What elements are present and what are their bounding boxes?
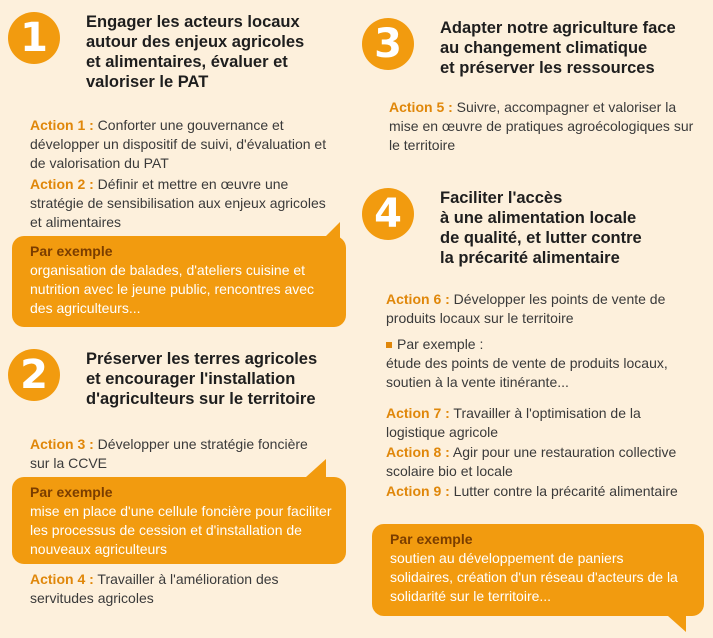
- section-2-header: [8, 349, 317, 409]
- action-label: Action 5 :: [389, 99, 453, 115]
- action-9: [386, 482, 686, 501]
- section-1-header: [8, 12, 304, 92]
- section-title: Faciliter l'accès à une alimentation locale de qualité, et lutter contre la précarité alimentaire: [440, 189, 642, 267]
- section-title: Adapter notre agriculture face au changement climatique et préserver les ressources: [440, 19, 676, 77]
- example-bubble-1: [12, 236, 346, 327]
- example-label: Par exemple: [30, 243, 113, 259]
- section-3-header: [362, 18, 676, 78]
- section-number-badge: 2: [8, 349, 60, 401]
- action-text: Développer les points de vente de produits locaux sur le territoire: [386, 291, 666, 326]
- action-5: [389, 98, 699, 155]
- action-text: Conforter une gouvernance et développer un dispositif de suivi, d'évaluation et de valorisation du PAT: [30, 117, 327, 171]
- action-text: Développer une stratégie foncière sur la CCVE: [30, 436, 308, 471]
- action-label: Action 1 :: [30, 117, 94, 133]
- action-label: Action 7 :: [386, 405, 450, 421]
- section-number-badge: 1: [8, 12, 60, 64]
- section-number-badge: 4: [362, 188, 414, 240]
- section-number-badge: 3: [362, 18, 414, 70]
- action-text: Lutter contre la précarité alimentaire: [453, 483, 678, 499]
- example-text: étude des points de vente de produits locaux, soutien à la vente itinérante...: [386, 355, 668, 390]
- example-label: Par exemple: [390, 531, 473, 547]
- example-plain-3: [386, 335, 701, 392]
- bubble-tail: [306, 459, 326, 477]
- section-title: Préserver les terres agricoles et encourager l'installation d'agriculteurs sur le territoire: [86, 350, 318, 408]
- action-1: [30, 116, 340, 173]
- example-bubble-4: [372, 524, 704, 616]
- example-label: Par exemple: [30, 484, 113, 500]
- bubble-tail: [668, 616, 686, 632]
- action-4: [30, 570, 330, 608]
- example-text: soutien au développement de paniers solidaires, création d'un réseau d'acteurs de la solidarité sur le territoire...: [390, 550, 678, 604]
- action-label: Action 6 :: [386, 291, 450, 307]
- action-label: Action 8 :: [386, 444, 450, 460]
- action-text: Travailler à l'optimisation de la logistique agricole: [386, 405, 641, 440]
- action-label: Action 4 :: [30, 571, 94, 587]
- example-label: Par exemple :: [397, 336, 484, 352]
- example-text: mise en place d'une cellule foncière pour faciliter les processus de cession et d'installation de nouveaux agriculteurs: [30, 503, 332, 557]
- example-text: organisation de balades, d'ateliers cuisine et nutrition avec le jeune public, rencontres avec des agriculteurs...: [30, 262, 315, 316]
- example-bubble-2: [12, 477, 346, 564]
- action-8: [386, 443, 686, 481]
- bubble-tail: [324, 222, 340, 238]
- action-text: Travailler à l'amélioration des servitudes agricoles: [30, 571, 279, 606]
- action-label: Action 9 :: [386, 483, 450, 499]
- action-text: Suivre, accompagner et valoriser la mise en œuvre de pratiques agroécologiques sur le territoire: [389, 99, 694, 153]
- action-6: [386, 290, 701, 328]
- action-2: [30, 175, 330, 232]
- section-4-header: [362, 188, 642, 268]
- section-title: Engager les acteurs locaux autour des enjeux agricoles et alimentaires, évaluer et valoriser le PAT: [86, 13, 305, 91]
- action-label: Action 3 :: [30, 436, 94, 452]
- action-text: Agir pour une restauration collective scolaire bio et locale: [386, 444, 677, 479]
- action-label: Action 2 :: [30, 176, 94, 192]
- action-3: [30, 435, 330, 473]
- action-text: Définir et mettre en œuvre une stratégie de sensibilisation aux enjeux agricoles et alimentaires: [30, 176, 326, 230]
- bullet-square-icon: [386, 342, 392, 348]
- action-7: [386, 404, 701, 442]
